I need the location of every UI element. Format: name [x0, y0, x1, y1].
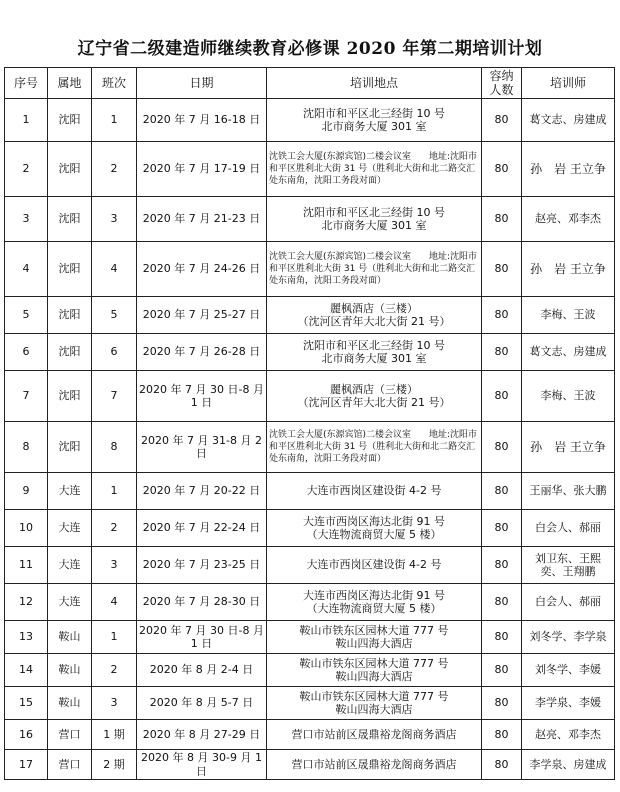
table-row	[5, 142, 615, 197]
cell-capacity: 80	[482, 621, 522, 654]
cell-capacity: 80	[482, 473, 522, 510]
venue-line: 沈铁工会大厦(东源宾馆)二楼会议室 地址:沈阳市和平区胜利北大街 31 号（胜利北大街和北二路交汇处东南角，沈阳工务段对面）	[269, 151, 478, 187]
cell-capacity: 80	[482, 547, 522, 584]
venue-line: （大连物流商贸大厦 5 楼）	[306, 528, 442, 541]
cell-class: 1	[92, 99, 137, 142]
cell-trainer: 李梅、王波	[522, 371, 615, 422]
table-row	[5, 297, 615, 334]
cell-venue	[267, 621, 482, 654]
table-row	[5, 584, 615, 621]
table-row	[5, 654, 615, 687]
cell-trainer: 孙 岩 王立争	[522, 422, 615, 473]
cell-date: 2020 年 7 月 23-25 日	[137, 547, 267, 584]
cell-seq: 15	[5, 687, 48, 720]
cell-date: 2020 年 8 月 27-29 日	[137, 720, 267, 750]
cell-date: 2020 年 7 月 25-27 日	[137, 297, 267, 334]
cell-city: 营口	[48, 750, 92, 780]
cell-venue	[267, 584, 482, 621]
cell-seq: 7	[5, 371, 48, 422]
cell-venue	[267, 750, 482, 780]
cell-trainer: 李学泉、房建成	[522, 750, 615, 780]
cell-capacity: 80	[482, 99, 522, 142]
header-city: 属地	[48, 68, 92, 99]
cell-trainer: 刘卫东、王熙 奕、王翔鹏	[522, 547, 615, 584]
cell-capacity: 80	[482, 654, 522, 687]
venue-line: 北市商务大厦 301 室	[321, 219, 427, 232]
cell-date: 2020 年 7 月 22-24 日	[137, 510, 267, 547]
cell-date: 2020 年 7 月 24-26 日	[137, 242, 267, 297]
venue-line: 营口市站前区晟鼎裕龙阁商务酒店	[291, 727, 457, 741]
cell-capacity: 80	[482, 750, 522, 780]
cell-class: 1	[92, 473, 137, 510]
cell-city: 鞍山	[48, 621, 92, 654]
cell-trainer: 李学泉、李媛	[522, 687, 615, 720]
venue-line: 大连市西岗区海达北街 91 号	[303, 514, 445, 528]
cell-venue	[267, 242, 482, 297]
cell-venue	[267, 510, 482, 547]
cell-city: 大连	[48, 547, 92, 584]
cell-class: 2	[92, 654, 137, 687]
cell-date: 2020 年 8 月 30-9 月 1 日	[137, 750, 267, 780]
cell-venue	[267, 687, 482, 720]
cell-trainer: 葛文志、房建成	[522, 334, 615, 371]
cell-class: 4	[92, 242, 137, 297]
cell-class: 1 期	[92, 720, 137, 750]
venue-line: 营口市站前区晟鼎裕龙阁商务酒店	[291, 757, 457, 771]
cell-date: 2020 年 7 月 16-18 日	[137, 99, 267, 142]
table-row	[5, 750, 615, 780]
cell-seq: 10	[5, 510, 48, 547]
cell-capacity: 80	[482, 197, 522, 242]
cell-date: 2020 年 7 月 30 日-8 月 1 日	[137, 371, 267, 422]
cell-seq: 5	[5, 297, 48, 334]
cell-seq: 14	[5, 654, 48, 687]
training-plan-table	[4, 67, 615, 780]
venue-line: 鞍山四海大酒店	[335, 670, 413, 683]
cell-city: 沈阳	[48, 422, 92, 473]
cell-class: 6	[92, 334, 137, 371]
cell-city: 沈阳	[48, 242, 92, 297]
cell-trainer: 王丽华、张大鹏	[522, 473, 615, 510]
table-row	[5, 473, 615, 510]
cell-date: 2020 年 7 月 20-22 日	[137, 473, 267, 510]
cell-trainer: 白会人、郝丽	[522, 584, 615, 621]
venue-line: 沈阳市和平区北三经街 10 号	[303, 205, 445, 219]
cell-seq: 4	[5, 242, 48, 297]
cell-seq: 17	[5, 750, 48, 780]
cell-date: 2020 年 7 月 30 日-8 月 1 日	[137, 621, 267, 654]
cell-trainer: 白会人、郝丽	[522, 510, 615, 547]
venue-line: 大连市西岗区建设街 4-2 号	[306, 558, 442, 572]
cell-seq: 3	[5, 197, 48, 242]
cell-date: 2020 年 8 月 5-7 日	[137, 687, 267, 720]
cell-venue	[267, 142, 482, 197]
cell-date: 2020 年 7 月 28-30 日	[137, 584, 267, 621]
cell-city: 沈阳	[48, 142, 92, 197]
cell-class: 1	[92, 621, 137, 654]
venue-line: 鞍山市铁东区园林大道 777 号	[299, 623, 449, 637]
cell-date: 2020 年 7 月 21-23 日	[137, 197, 267, 242]
cell-city: 大连	[48, 473, 92, 510]
venue-line: （大连物流商贸大厦 5 楼）	[306, 602, 442, 615]
cell-venue	[267, 654, 482, 687]
cell-capacity: 80	[482, 510, 522, 547]
cell-venue	[267, 720, 482, 750]
cell-venue	[267, 297, 482, 334]
cell-trainer: 刘冬学、李学泉	[522, 621, 615, 654]
cell-seq: 2	[5, 142, 48, 197]
cell-class: 3	[92, 547, 137, 584]
document-title: 辽宁省二级建造师继续教育必修课 2020 年第二期培训计划	[77, 39, 543, 59]
venue-line: 鞍山市铁东区园林大道 777 号	[299, 656, 449, 670]
cell-seq: 16	[5, 720, 48, 750]
cell-class: 2	[92, 510, 137, 547]
table-row	[5, 99, 615, 142]
table-row	[5, 547, 615, 584]
header-row	[5, 68, 615, 99]
cell-venue	[267, 547, 482, 584]
table-row	[5, 371, 615, 422]
venue-line: 大连市西岗区海达北街 91 号	[303, 588, 445, 602]
cell-venue	[267, 473, 482, 510]
cell-seq: 11	[5, 547, 48, 584]
cell-venue	[267, 99, 482, 142]
header-trainer: 培训师	[522, 68, 615, 99]
cell-seq: 9	[5, 473, 48, 510]
header-seq: 序号	[5, 68, 48, 99]
table-row	[5, 510, 615, 547]
cell-capacity: 80	[482, 720, 522, 750]
cell-class: 2	[92, 142, 137, 197]
cell-seq: 8	[5, 422, 48, 473]
table-row	[5, 197, 615, 242]
venue-line: 北市商务大厦 301 室	[321, 352, 427, 365]
cell-date: 2020 年 7 月 17-19 日	[137, 142, 267, 197]
venue-line: 沈铁工会大厦(东源宾馆)二楼会议室 地址:沈阳市和平区胜利北大街 31 号（胜利北大街和北二路交汇处东南角，沈阳工务段对面）	[269, 251, 478, 287]
cell-city: 沈阳	[48, 371, 92, 422]
cell-class: 4	[92, 584, 137, 621]
venue-line: 北市商务大厦 301 室	[321, 120, 427, 133]
cell-class: 8	[92, 422, 137, 473]
venue-line: 大连市西岗区建设街 4-2 号	[306, 484, 442, 498]
cell-trainer: 刘冬学、李媛	[522, 654, 615, 687]
cell-seq: 1	[5, 99, 48, 142]
cell-city: 鞍山	[48, 654, 92, 687]
cell-city: 营口	[48, 720, 92, 750]
table-row	[5, 720, 615, 750]
table-row	[5, 334, 615, 371]
cell-date: 2020 年 7 月 31-8 月 2 日	[137, 422, 267, 473]
cell-city: 鞍山	[48, 687, 92, 720]
table-row	[5, 621, 615, 654]
cell-venue	[267, 422, 482, 473]
cell-capacity: 80	[482, 422, 522, 473]
table-row	[5, 422, 615, 473]
table-row	[5, 687, 615, 720]
cell-capacity: 80	[482, 142, 522, 197]
cell-city: 沈阳	[48, 334, 92, 371]
table-row	[5, 242, 615, 297]
venue-line: 鞍山四海大酒店	[335, 703, 413, 716]
cell-class: 5	[92, 297, 137, 334]
cell-seq: 13	[5, 621, 48, 654]
header-class: 班次	[92, 68, 137, 99]
venue-line: （沈河区青年大北大街 21 号）	[297, 315, 451, 328]
cell-trainer: 赵亮、邓李杰	[522, 720, 615, 750]
cell-venue	[267, 371, 482, 422]
venue-line: 鞍山四海大酒店	[335, 637, 413, 650]
header-venue: 培训地点	[267, 68, 482, 99]
venue-line: 沈阳市和平区北三经街 10 号	[303, 338, 445, 352]
venue-line: 沈铁工会大厦(东源宾馆)二楼会议室 地址:沈阳市和平区胜利北大街 31 号（胜利北大街和北二路交汇处东南角，沈阳工务段对面）	[269, 429, 478, 465]
cell-class: 2 期	[92, 750, 137, 780]
cell-capacity: 80	[482, 334, 522, 371]
cell-seq: 12	[5, 584, 48, 621]
cell-date: 2020 年 8 月 2-4 日	[137, 654, 267, 687]
cell-date: 2020 年 7 月 26-28 日	[137, 334, 267, 371]
cell-capacity: 80	[482, 297, 522, 334]
cell-trainer: 孙 岩 王立争	[522, 242, 615, 297]
cell-city: 大连	[48, 584, 92, 621]
cell-city: 沈阳	[48, 197, 92, 242]
cell-venue	[267, 197, 482, 242]
cell-capacity: 80	[482, 687, 522, 720]
cell-trainer: 葛文志、房建成	[522, 99, 615, 142]
venue-line: 麗枫酒店（三楼）	[330, 301, 418, 315]
cell-capacity: 80	[482, 584, 522, 621]
cell-seq: 6	[5, 334, 48, 371]
header-date: 日期	[137, 68, 267, 99]
cell-class: 7	[92, 371, 137, 422]
venue-line: （沈河区青年大北大街 21 号）	[297, 396, 451, 409]
cell-capacity: 80	[482, 371, 522, 422]
header-capacity: 容纳人数	[482, 68, 522, 99]
cell-city: 沈阳	[48, 297, 92, 334]
cell-city: 大连	[48, 510, 92, 547]
cell-venue	[267, 334, 482, 371]
cell-city: 沈阳	[48, 99, 92, 142]
cell-class: 3	[92, 197, 137, 242]
cell-trainer: 孙 岩 王立争	[522, 142, 615, 197]
cell-class: 3	[92, 687, 137, 720]
cell-trainer: 李梅、王波	[522, 297, 615, 334]
venue-line: 沈阳市和平区北三经街 10 号	[303, 106, 445, 120]
cell-capacity: 80	[482, 242, 522, 297]
venue-line: 鞍山市铁东区园林大道 777 号	[299, 689, 449, 703]
venue-line: 麗枫酒店（三楼）	[330, 382, 418, 396]
cell-trainer: 赵亮、邓李杰	[522, 197, 615, 242]
